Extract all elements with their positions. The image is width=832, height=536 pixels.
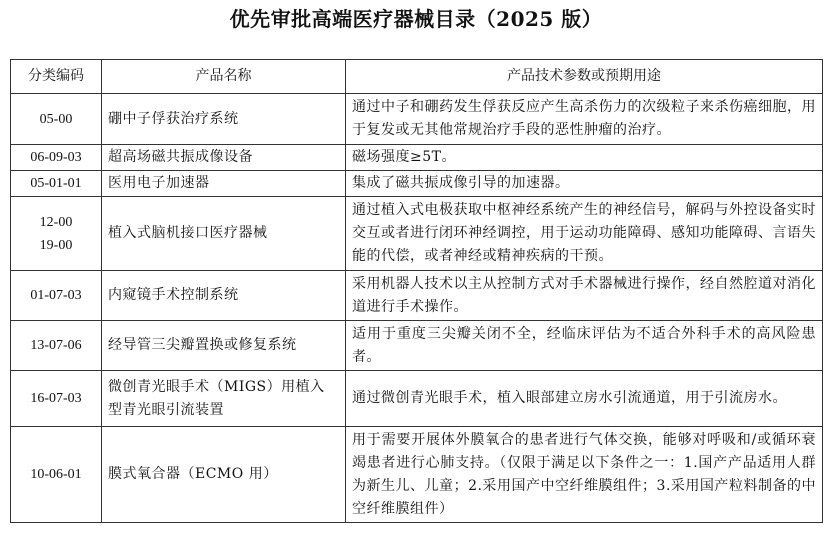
product-name-cell: 植入式脑机接口医疗器械	[102, 197, 346, 271]
classification-code-cell	[11, 427, 102, 523]
device-catalog-table	[10, 59, 823, 523]
table-row	[11, 197, 823, 271]
product-description-cell: 通过中子和硼药发生俘获反应产生高杀伤力的次级粒子来杀伤癌细胞，用于复发或无其他常规治疗手段的恶性肿瘤的治疗。	[346, 94, 823, 145]
product-description-cell: 集成了磁共振成像引导的加速器。	[346, 171, 823, 197]
classification-code: 13-07-06	[30, 338, 82, 353]
product-name-cell: 膜式氧合器（ECMO 用）	[102, 427, 346, 523]
product-description-cell: 用于需要开展体外膜氧合的患者进行气体交换，能够对呼吸和/或循环衰竭患者进行心肺支持。（仅限于满足以下条件之一：1.国产产品适用人群为新生儿、儿童；2.采用国产中空纤维膜组件；3.采用国产粒料制备的中空纤维膜组件）	[346, 427, 823, 523]
table-row	[11, 94, 823, 145]
column-header-desc: 产品技术参数或预期用途	[346, 60, 823, 94]
classification-code-cell	[11, 321, 102, 371]
classification-code: 05-01-01	[30, 176, 82, 191]
product-description-cell: 通过植入式电极获取中枢神经系统产生的神经信号，解码与外控设备实时交互或者进行闭环神经调控，用于运动功能障碍、感知功能障碍、言语失能的代偿，或者神经或精神疾病的干预。	[346, 197, 823, 271]
classification-code: 06-09-03	[30, 150, 82, 165]
table-header	[11, 60, 823, 94]
product-name-cell: 微创青光眼手术（MIGS）用植入型青光眼引流装置	[102, 371, 346, 427]
classification-code-cell	[11, 371, 102, 427]
product-name-cell: 超高场磁共振成像设备	[102, 145, 346, 171]
classification-code-cell	[11, 171, 102, 197]
product-name-cell: 内窥镜手术控制系统	[102, 271, 346, 321]
table-row	[11, 427, 823, 523]
table-row	[11, 171, 823, 197]
header-row	[11, 60, 823, 94]
product-name-cell: 硼中子俘获治疗系统	[102, 94, 346, 145]
classification-code-cell	[11, 197, 102, 271]
product-name-cell: 经导管三尖瓣置换或修复系统	[102, 321, 346, 371]
classification-code: 16-07-03	[30, 391, 82, 406]
classification-code: 01-07-03	[30, 288, 82, 303]
table-row	[11, 371, 823, 427]
product-description-cell: 适用于重度三尖瓣关闭不全，经临床评估为不适合外科手术的高风险患者。	[346, 321, 823, 371]
product-description-cell: 磁场强度≥5T。	[346, 145, 823, 171]
document-title: 优先审批高端医疗器械目录（2025 版）	[229, 7, 603, 31]
classification-code: 19-00	[39, 237, 73, 253]
classification-code: 12-00	[39, 214, 73, 230]
classification-code-cell	[11, 271, 102, 321]
column-header-name: 产品名称	[102, 60, 346, 94]
classification-code-cell	[11, 94, 102, 145]
classification-code: 05-00	[39, 111, 73, 127]
table-row	[11, 271, 823, 321]
column-header-code: 分类编码	[11, 60, 102, 94]
product-name-cell: 医用电子加速器	[102, 171, 346, 197]
table-row	[11, 145, 823, 171]
classification-code: 10-06-01	[30, 467, 82, 482]
table-row	[11, 321, 823, 371]
classification-code-cell	[11, 145, 102, 171]
table-body	[11, 94, 823, 523]
product-description-cell: 采用机器人技术以主从控制方式对手术器械进行操作，经自然腔道对消化道进行手术操作。	[346, 271, 823, 321]
product-description-cell: 通过微创青光眼手术，植入眼部建立房水引流通道，用于引流房水。	[346, 371, 823, 427]
